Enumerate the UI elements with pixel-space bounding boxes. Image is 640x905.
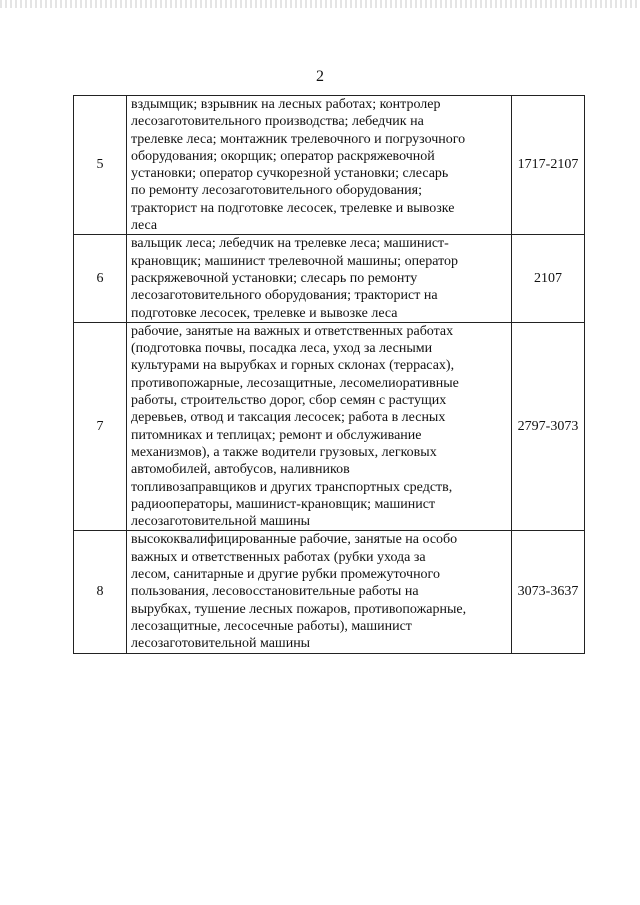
description-line: установки; оператор сучкорезной установки; слесарь	[131, 166, 449, 182]
description-line: по ремонту лесозаготовительного оборудования;	[131, 183, 422, 199]
tariff-table	[73, 95, 585, 654]
table-row	[74, 235, 585, 322]
row-number: 6	[74, 235, 127, 322]
description-line: крановщик; машинист трелевочной машины; оператор	[131, 253, 459, 269]
description-line: противопожарные, лесозащитные, лесомелиоративные	[131, 375, 459, 391]
row-description	[127, 322, 512, 531]
row-number: 8	[74, 531, 127, 653]
description-line: (подготовка почвы, посадка леса, уход за лесными	[131, 341, 433, 357]
description-line: автомобилей, автобусов, наливников	[131, 462, 350, 478]
table-row	[74, 531, 585, 653]
description-line: радиооператоры, машинист-крановщик; машинист	[131, 496, 436, 512]
table-row	[74, 322, 585, 531]
row-range: 3073-3637	[512, 531, 585, 653]
description-line: вальщик леса; лебедчик на трелевке леса; машинист-	[131, 236, 449, 252]
row-number: 5	[74, 96, 127, 235]
description-line: лесозаготовительной машины	[131, 514, 311, 530]
description-line: раскряжевочной установки; слесарь по ремонту	[131, 270, 418, 286]
description-line: оборудования; окорщик; оператор раскряжевочной	[131, 148, 435, 164]
description-line: вздымщик; взрывник на лесных работах; контролер	[131, 97, 441, 112]
description-line: важных и ответственных работах (рубки ухода за	[131, 549, 426, 565]
description-line: вырубках, тушение лесных пожаров, противопожарные,	[131, 601, 467, 617]
row-range: 2107	[512, 235, 585, 322]
description-line: пользования, лесовосстановительные работы на	[131, 584, 419, 600]
row-number: 7	[74, 322, 127, 531]
description-line: лесом, санитарные и другие рубки промежуточного	[131, 567, 440, 583]
row-description	[127, 96, 512, 235]
row-range: 2797-3073	[512, 322, 585, 531]
description-line: работы, строительство дорог, сбор семян с растущих	[131, 393, 447, 409]
description-line: топливозаправщиков и других транспортных средств,	[131, 479, 453, 495]
description-line: лесозащитные, лесосечные работы), машинист	[131, 618, 412, 634]
description-line: трелевке леса; монтажник трелевочного и погрузочного	[131, 131, 466, 147]
description-line: лесозаготовительного оборудования; тракторист на	[131, 288, 438, 304]
description-line: питомниках и теплицах; ремонт и обслуживание	[131, 427, 422, 443]
scan-edge-artifact	[0, 0, 640, 8]
description-line: рабочие, занятые на важных и ответственных работах	[131, 323, 454, 339]
description-line: деревьев, отвод и таксация лесосек; работа в лесных	[131, 410, 446, 426]
description-line: высококвалифицированные рабочие, занятые на особо	[131, 532, 458, 548]
row-description	[127, 531, 512, 653]
description-line: культурами на вырубках и горных склонах (террасах),	[131, 358, 455, 374]
description-line: лесозаготовительного производства; лебедчик на	[131, 114, 424, 130]
description-line: лесозаготовительной машины	[131, 636, 311, 652]
description-line: механизмов), а также водители грузовых, легковых	[131, 444, 437, 460]
description-line: леса	[131, 218, 158, 234]
row-range: 1717-2107	[512, 96, 585, 235]
table-row	[74, 96, 585, 235]
page-number: 2	[316, 68, 324, 85]
description-line: тракторист на подготовке лесосек, трелевке и вывозке	[131, 200, 455, 216]
description-line: подготовке лесосек, трелевке и вывозке леса	[131, 305, 398, 321]
row-description	[127, 235, 512, 322]
